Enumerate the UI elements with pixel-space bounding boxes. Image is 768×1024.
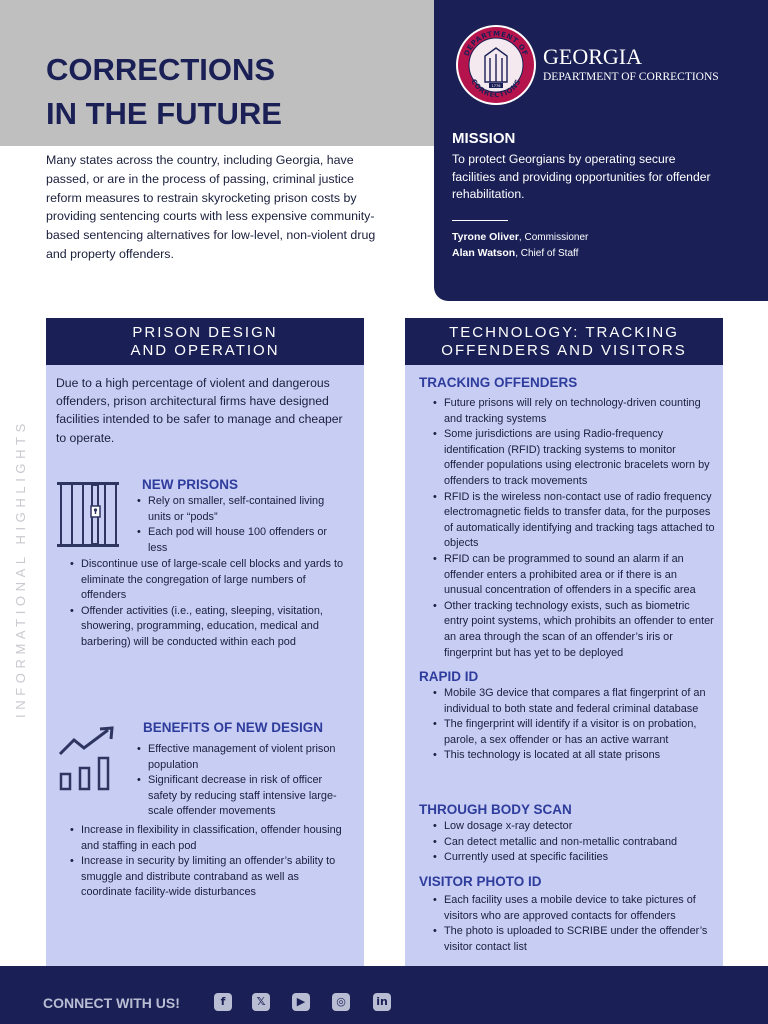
- mission-heading: MISSION: [452, 130, 516, 147]
- page-title: [46, 48, 282, 136]
- new-prisons-heading: NEW PRISONS: [142, 477, 239, 492]
- list-item: • Future prisons will rely on technology-driven counting and tracking systems: [432, 396, 716, 427]
- list-item: • Effective management of violent prison population: [136, 742, 346, 773]
- prison-design-heading: [46, 318, 364, 365]
- list-item: • This technology is located at all state prisons: [432, 748, 716, 764]
- page-title-line-2: IN THE FUTURE: [46, 96, 282, 131]
- technology-panel: [405, 318, 723, 966]
- heading-line: AND OPERATION: [130, 342, 280, 359]
- list-item: • Low dosage x-ray detector: [432, 819, 716, 835]
- list-item: • Can detect metallic and non-metallic contraband: [432, 835, 716, 851]
- list-item: • Each facility uses a mobile device to take pictures of visitors who are approved contacts for offenders: [432, 893, 716, 924]
- agency-department: DEPARTMENT OF CORRECTIONS: [543, 71, 719, 83]
- x-icon[interactable]: 𝕏: [252, 993, 270, 1011]
- agency-name: GEORGIA: [543, 44, 642, 69]
- intro-paragraph: Many states across the country, including Georgia, have passed, or are in the process of passing, criminal justice reform measures to restrain skyrocketing prison costs by providing sentencing courts with less expensive community-based sentencing alternatives for low-level, non-violent drug and property offenders.: [46, 153, 376, 261]
- department-seal-icon: [455, 24, 537, 106]
- list-item: • Some jurisdictions are using Radio-frequency identification (RFID) tracking systems to monitor offender populations using electronic bracelets worn by offenders to track movements: [432, 427, 716, 489]
- heading-line: TECHNOLOGY: TRACKING: [449, 324, 679, 341]
- linkedin-icon[interactable]: in: [373, 993, 391, 1011]
- page-title-line-1: CORRECTIONS: [46, 52, 276, 87]
- list-item: • Each pod will house 100 offenders or less: [136, 525, 346, 556]
- staff-name: Tyrone Oliver: [452, 231, 519, 243]
- body-scan-list: [432, 819, 716, 866]
- instagram-icon[interactable]: ◎: [332, 993, 350, 1011]
- list-item: • RFID can be programmed to sound an alarm if an offender enters a prohibited area or if there is an unusual concentration of offenders in a specific area: [432, 552, 716, 599]
- side-label: INFORMATIONAL HIGHLIGHTS: [13, 419, 28, 718]
- list-item: • RFID is the wireless non-contact use of radio frequency electromagnetic fields to transfer data, for the purposes of automatically identifying and tracking tags attached to objects: [432, 490, 716, 552]
- svg-text:CORRECTIONS: CORRECTIONS: [469, 77, 523, 100]
- rapid-id-heading: RAPID ID: [419, 669, 479, 684]
- benefits-list: [136, 742, 346, 820]
- list-item: • The photo is uploaded to SCRIBE under the offender’s visitor contact list: [432, 924, 716, 955]
- list-item: • The fingerprint will identify if a visitor is on probation, parole, a sex offender or has an active warrant: [432, 717, 716, 748]
- divider: [452, 220, 508, 221]
- benefits-more-list: [69, 823, 347, 901]
- list-item: • Mobile 3G device that compares a flat fingerprint of an individual to both state and federal criminal database: [432, 686, 716, 717]
- staff-title: , Chief of Staff: [515, 248, 579, 259]
- benefits-heading: BENEFITS OF NEW DESIGN: [143, 720, 324, 735]
- visitor-photo-list: [432, 893, 716, 955]
- prison-design-intro: Due to a high percentage of violent and dangerous offenders, prison architectural firms have designed facilities intended to be safer to manage and cheaper to operate.: [56, 376, 343, 445]
- list-item: • Increase in security by limiting an offender’s ability to smuggle and distribute contraband as well as coordinate facility-wide disturbances: [69, 854, 347, 901]
- list-item: • Rely on smaller, self-contained living units or “pods”: [136, 494, 346, 525]
- staff-name: Alan Watson: [452, 247, 516, 259]
- tracking-offenders-list: [432, 396, 716, 661]
- list-item: • Currently used at specific facilities: [432, 850, 716, 866]
- mission-text: To protect Georgians by operating secure facilities and providing opportunities for offender rehabilitation.: [452, 152, 711, 201]
- new-prisons-list: [136, 494, 346, 556]
- list-item: • Discontinue use of large-scale cell blocks and yards to eliminate the congregation of large numbers of offenders: [69, 557, 347, 604]
- heading-line: PRISON DESIGN: [132, 324, 278, 341]
- list-item: • Offender activities (i.e., eating, sleeping, visitation, showering, programming, education, medical and barbering) will be conducted within each pod: [69, 604, 347, 651]
- list-item: • Significant decrease in risk of officer safety by reducing staff intensive large-scale offender movements: [136, 773, 346, 820]
- growth-chart-icon: [56, 724, 122, 792]
- prison-design-panel: [46, 318, 364, 966]
- technology-heading: [405, 318, 723, 365]
- body-scan-heading: THROUGH BODY SCAN: [419, 802, 572, 817]
- jail-cell-icon: [56, 480, 122, 550]
- visitor-photo-heading: VISITOR PHOTO ID: [419, 874, 542, 889]
- footer: [0, 966, 768, 1024]
- list-item: • Increase in flexibility in classification, offender housing and staffing in each pod: [69, 823, 347, 854]
- rapid-id-list: [432, 686, 716, 764]
- list-item: • Other tracking technology exists, such as biometric entry point systems, which prohibits an offender to enter an area through the scan of an offender’s iris or fingerprint but has yet to be deployed: [432, 599, 716, 661]
- staff-title: , Commissioner: [518, 232, 589, 243]
- facebook-icon[interactable]: f: [214, 993, 232, 1011]
- tracking-offenders-heading: TRACKING OFFENDERS: [419, 375, 578, 390]
- youtube-icon[interactable]: ▶: [292, 993, 310, 1011]
- heading-line: OFFENDERS AND VISITORS: [441, 342, 687, 359]
- staff-commissioner: [452, 231, 588, 243]
- seal-year: 1776: [491, 84, 501, 88]
- connect-label: CONNECT WITH US!: [43, 995, 180, 1011]
- new-prisons-more-list: [69, 557, 347, 651]
- staff-chief-of-staff: [452, 247, 578, 259]
- svg-text:DEPARTMENT OF: DEPARTMENT OF: [462, 29, 530, 58]
- agency-panel: [434, 0, 768, 301]
